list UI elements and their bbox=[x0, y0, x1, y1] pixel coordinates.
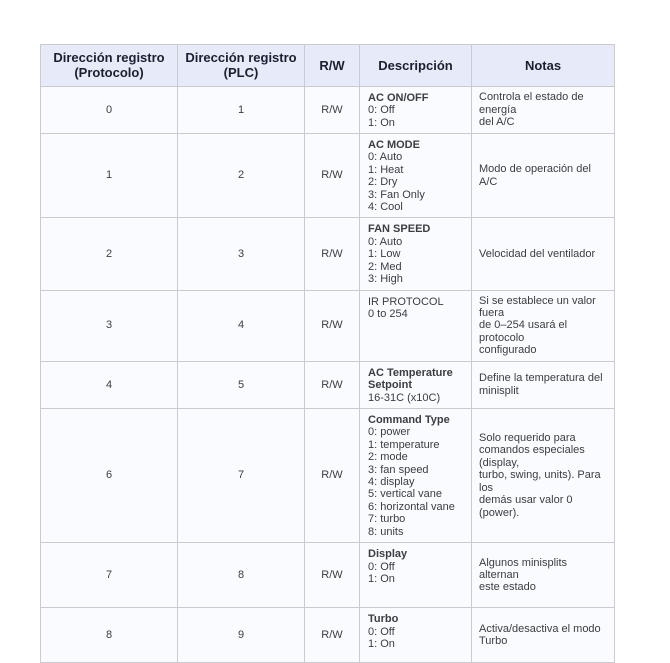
table-row bbox=[41, 290, 615, 361]
protocol-address-cell: 3 bbox=[41, 290, 178, 361]
notes-cell bbox=[472, 86, 615, 133]
table-body bbox=[41, 86, 615, 663]
notes-line: del A/C bbox=[479, 116, 515, 128]
plc-address-cell: 5 bbox=[178, 361, 305, 408]
plc-address-cell: 4 bbox=[178, 290, 305, 361]
description-title: Command Type bbox=[368, 413, 450, 426]
description-cell bbox=[360, 133, 472, 218]
protocol-address-cell: 4 bbox=[41, 361, 178, 408]
col-header-rw: R/W bbox=[305, 45, 360, 87]
plc-address-cell: 2 bbox=[178, 133, 305, 218]
table-row bbox=[41, 86, 615, 133]
description-line: 0: Off bbox=[368, 560, 395, 573]
description-line: 7: turbo bbox=[368, 513, 406, 526]
rw-cell: R/W bbox=[305, 290, 360, 361]
description-cell bbox=[360, 290, 472, 361]
description-cell bbox=[360, 408, 472, 542]
protocol-address-cell: 8 bbox=[41, 608, 178, 663]
description-line: 6: horizontal vane bbox=[368, 500, 455, 513]
protocol-address-cell: 0 bbox=[41, 86, 178, 133]
description-line: 1: Heat bbox=[368, 163, 404, 176]
rw-cell: R/W bbox=[305, 133, 360, 218]
protocol-address-cell: 7 bbox=[41, 543, 178, 608]
description-line: 2: Med bbox=[368, 260, 402, 273]
description-title: FAN SPEED bbox=[368, 223, 431, 236]
table-header bbox=[41, 45, 615, 87]
description-title: Display bbox=[368, 548, 408, 561]
plc-address-cell: 1 bbox=[178, 86, 305, 133]
description-line: 16-31C (x10C) bbox=[368, 391, 441, 404]
description-line: 5: vertical vane bbox=[368, 488, 442, 501]
plc-address-cell: 7 bbox=[178, 408, 305, 542]
protocol-address-cell: 2 bbox=[41, 218, 178, 290]
description-line: 1: On bbox=[368, 638, 395, 650]
rw-cell: R/W bbox=[305, 218, 360, 290]
col-header-plc-address: Dirección registro (PLC) bbox=[178, 45, 305, 87]
description-title: IR PROTOCOL bbox=[368, 295, 444, 308]
description-line: 0: Auto bbox=[368, 235, 403, 248]
description-line: 0: Auto bbox=[368, 151, 403, 164]
notes-line: Controla el estado de energía bbox=[479, 91, 584, 116]
rw-cell: R/W bbox=[305, 543, 360, 608]
table-row bbox=[41, 361, 615, 408]
notes-cell bbox=[472, 218, 615, 290]
plc-address-cell: 3 bbox=[178, 218, 305, 290]
notes-line: minisplit bbox=[479, 384, 519, 397]
description-line: 0: Off bbox=[368, 104, 395, 117]
notes-cell bbox=[472, 543, 615, 608]
header-row bbox=[41, 45, 615, 87]
table-row bbox=[41, 408, 615, 542]
protocol-address-cell: 6 bbox=[41, 408, 178, 542]
notes-cell bbox=[472, 361, 615, 408]
notes-cell bbox=[472, 608, 615, 663]
description-line: 0: power bbox=[368, 426, 411, 439]
description-line: 2: mode bbox=[368, 451, 408, 464]
notes-line: configurado bbox=[479, 344, 537, 357]
notes-line: Si se establece un valor fuera bbox=[479, 294, 596, 319]
description-title: AC Temperature bbox=[368, 366, 453, 379]
description-cell bbox=[360, 86, 472, 133]
col-header-protocol-address: Dirección registro (Protocolo) bbox=[41, 45, 178, 87]
description-line: 1: On bbox=[368, 116, 395, 129]
table-row bbox=[41, 218, 615, 290]
description-line: 0: Off bbox=[368, 625, 395, 638]
notes-line: comandos especiales (display, bbox=[479, 444, 585, 469]
notes-line: este estado bbox=[479, 581, 536, 594]
plc-address-cell: 9 bbox=[178, 608, 305, 663]
description-cell bbox=[360, 361, 472, 408]
description-line: 4: Cool bbox=[368, 201, 403, 214]
notes-line: Solo requerido para bbox=[479, 432, 576, 445]
description-line: 1: On bbox=[368, 573, 395, 585]
notes-line: Define la temperatura del bbox=[479, 372, 603, 385]
description-line: 8: units bbox=[368, 525, 404, 538]
notes-line: turbo, swing, units). Para los bbox=[479, 469, 601, 494]
description-title: AC MODE bbox=[368, 138, 420, 151]
notes-cell bbox=[472, 290, 615, 361]
col-header-description: Descripción bbox=[360, 45, 472, 87]
description-line: 3: High bbox=[368, 273, 403, 286]
notes-cell bbox=[472, 133, 615, 218]
description-title: Setpoint bbox=[368, 379, 412, 392]
table-row bbox=[41, 133, 615, 218]
description-title: AC ON/OFF bbox=[368, 91, 429, 104]
description-line: 1: Low bbox=[368, 248, 401, 261]
notes-line: Turbo bbox=[479, 635, 508, 648]
notes-line: demás usar valor 0 (power). bbox=[479, 494, 573, 519]
rw-cell: R/W bbox=[305, 408, 360, 542]
notes-cell bbox=[472, 408, 615, 542]
rw-cell: R/W bbox=[305, 361, 360, 408]
notes-line: de 0–254 usará el protocolo bbox=[479, 319, 568, 344]
description-cell bbox=[360, 608, 472, 663]
description-line: 4: display bbox=[368, 476, 415, 489]
description-line: 3: Fan Only bbox=[368, 188, 425, 201]
registers-table bbox=[40, 44, 615, 663]
table-row bbox=[41, 608, 615, 663]
notes-line: Activa/desactiva el modo bbox=[479, 622, 601, 635]
notes-line: Algunos minisplits alternan bbox=[479, 556, 568, 581]
notes-line: Velocidad del ventilador bbox=[479, 247, 596, 260]
rw-cell: R/W bbox=[305, 86, 360, 133]
description-line: 1: temperature bbox=[368, 438, 440, 451]
description-cell bbox=[360, 218, 472, 290]
notes-line: Modo de operación del A/C bbox=[479, 163, 591, 188]
rw-cell: R/W bbox=[305, 608, 360, 663]
description-line: 3: fan speed bbox=[368, 463, 429, 476]
plc-address-cell: 8 bbox=[178, 543, 305, 608]
col-header-notes: Notas bbox=[472, 45, 615, 87]
table-row bbox=[41, 543, 615, 608]
description-cell bbox=[360, 543, 472, 608]
protocol-address-cell: 1 bbox=[41, 133, 178, 218]
description-title: Turbo bbox=[368, 613, 399, 626]
description-line: 0 to 254 bbox=[368, 307, 408, 320]
description-line: 2: Dry bbox=[368, 176, 398, 189]
